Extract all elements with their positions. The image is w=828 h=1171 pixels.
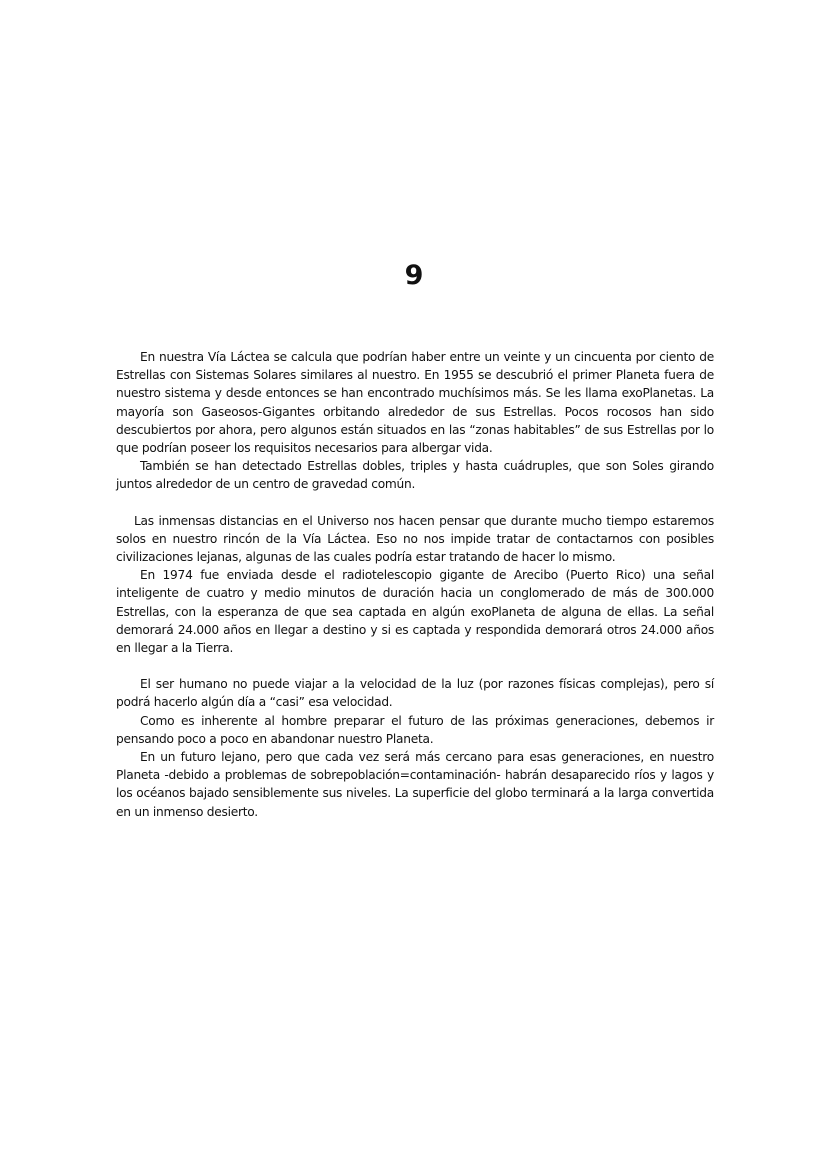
paragraph-speed-of-light: El ser humano no puede viajar a la velocidad de la luz (por razones físicas complejas), pero sí podrá hacerlo algún día a “casi” esa velocidad. <box>116 677 714 710</box>
paragraph-multiple-stars: También se han detectado Estrellas dobles, triples y hasta cuádruples, que son Soles girando juntos alrededor de un centro de gravedad común. <box>116 459 714 492</box>
paragraph-distances: Las inmensas distancias en el Universo nos hacen pensar que durante mucho tiempo estaremos solos en nuestro rincón de la Vía Láctea. Eso no nos impide tratar de contactarnos con posibles civilizaciones lejanas, algunas de las cuales podría estar tratando de hacer lo mismo. <box>116 513 714 565</box>
paragraph-arecibo: En 1974 fue enviada desde el radiotelescopio gigante de Arecibo (Puerto Rico) una señal inteligente de cuatro y medio minutos de duración hacia un conglomerado de más de 300.000 Estrellas, con la esperanza de que sea captada en algún exoPlaneta de alguna de ellas. La señal demorará 24.000 años en llegar a destino y si es captada y respondida demorará otros 24.000 años en llegar a la Tierra. <box>116 568 714 656</box>
paragraph-distant-future: En un futuro lejano, pero que cada vez será más cercano para esas generaciones, en nuestro Planeta -debido a problemas de sobrepoblación=contaminación- habrán desaparecido ríos y lagos y los océanos bajado sensiblemente sus niveles. La superficie del globo terminará a la larga convertida en un inmenso desierto. <box>116 750 714 819</box>
body-text <box>116 348 714 821</box>
paragraph-exoplanets: En nuestra Vía Láctea se calcula que podrían haber entre un veinte y un cincuenta por ciento de Estrellas con Sistemas Solares similares al nuestro. En 1955 se descubrió el primer Planeta fuera de nuestro sistema y desde entonces se han encontrado muchísimos más. Se les llama exoPlanetas. La mayoría son Gaseosos-Gigantes orbitando alrededor de sus Estrellas. Pocos rocosos han sido descubiertos por ahora, pero algunos están situados en las “zonas habitables” de sus Estrellas por lo que podrían poseer los requisitos necesarios para albergar vida. <box>116 350 714 456</box>
chapter-number: 9 <box>404 260 424 291</box>
paragraph-future-generations: Como es inherente al hombre preparar el futuro de las próximas generaciones, debemos ir pensando poco a poco en abandonar nuestro Planeta. <box>116 713 714 746</box>
